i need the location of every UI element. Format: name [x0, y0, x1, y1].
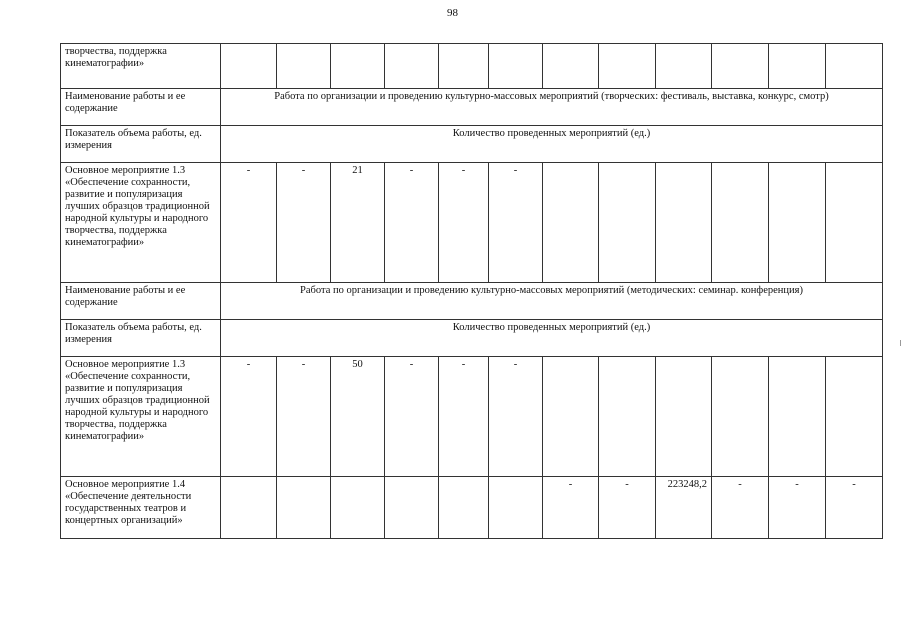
table-cell: - — [277, 163, 331, 283]
table-cell — [277, 477, 331, 539]
table-cell — [489, 477, 543, 539]
table-row — [61, 126, 883, 163]
table-row — [61, 320, 883, 357]
table-cell: 50 — [331, 357, 385, 477]
volume-indicator: Количество проведенных мероприятий (ед.) — [221, 320, 883, 357]
table-cell — [543, 44, 599, 89]
table-cell — [277, 44, 331, 89]
table-cell — [656, 44, 712, 89]
row-label: Наименование работы и ее содержание — [61, 283, 221, 320]
table-row — [61, 89, 883, 126]
work-description: Работа по организации и проведению культурно-массовых мероприятий (методических: семинар. конференция) — [221, 283, 883, 320]
table-cell: - — [489, 163, 543, 283]
table-cell: - — [712, 477, 769, 539]
table-cell — [826, 44, 883, 89]
table-cell: 223248,2 — [656, 477, 712, 539]
table-cell — [439, 44, 489, 89]
table-cell: - — [385, 357, 439, 477]
table-cell — [489, 44, 543, 89]
table-cell: - — [826, 477, 883, 539]
row-label: Показатель объема работы, ед. измерения — [61, 320, 221, 357]
table-cell — [221, 477, 277, 539]
table-cell — [599, 357, 656, 477]
table-cell — [656, 357, 712, 477]
table-cell: - — [599, 477, 656, 539]
table-cell: - — [489, 357, 543, 477]
work-description: Работа по организации и проведению культурно-массовых мероприятий (творческих: фестиваль, выставка, конкурс, смотр) — [221, 89, 883, 126]
table-cell — [221, 44, 277, 89]
row-label: Основное мероприятие 1.3 «Обеспечение сохранности, развитие и популяризация лучших образцов традиционной народной культуры и народного творчества, поддержка кинематографии» — [61, 163, 221, 283]
table-cell — [543, 163, 599, 283]
table-cell — [599, 44, 656, 89]
table-cell — [331, 44, 385, 89]
table-cell: - — [769, 477, 826, 539]
table-row — [61, 357, 883, 477]
table-cell — [769, 44, 826, 89]
table-cell — [543, 357, 599, 477]
table-cell — [769, 357, 826, 477]
table-cell — [385, 477, 439, 539]
table-cell: - — [439, 163, 489, 283]
volume-indicator: Количество проведенных мероприятий (ед.) — [221, 126, 883, 163]
table-cell: - — [543, 477, 599, 539]
row-label: Наименование работы и ее содержание — [61, 89, 221, 126]
table-cell — [599, 163, 656, 283]
table-cell — [331, 477, 385, 539]
table-cell — [769, 163, 826, 283]
data-table — [60, 43, 883, 539]
table-cell: - — [385, 163, 439, 283]
table-cell: - — [221, 357, 277, 477]
table-cell — [656, 163, 712, 283]
table-cell — [826, 357, 883, 477]
table-cell: - — [277, 357, 331, 477]
table-cell — [826, 163, 883, 283]
page-number: 98 — [447, 7, 458, 19]
scan-edge-mark — [900, 340, 901, 346]
table-row — [61, 163, 883, 283]
table-row — [61, 44, 883, 89]
table-cell — [712, 163, 769, 283]
table-cell: - — [439, 357, 489, 477]
row-label: Показатель объема работы, ед. измерения — [61, 126, 221, 163]
table-cell — [712, 44, 769, 89]
table-cell: 21 — [331, 163, 385, 283]
row-label: творчества, поддержка кинематографии» — [61, 44, 221, 89]
table-cell — [439, 477, 489, 539]
table-cell — [712, 357, 769, 477]
table-cell — [385, 44, 439, 89]
table-row — [61, 283, 883, 320]
row-label: Основное мероприятие 1.3 «Обеспечение сохранности, развитие и популяризация лучших образцов традиционной народной культуры и народного творчества, поддержка кинематографии» — [61, 357, 221, 477]
row-label: Основное мероприятие 1.4 «Обеспечение деятельности государственных театров и концертных организаций» — [61, 477, 221, 539]
table-cell: - — [221, 163, 277, 283]
table-row — [61, 477, 883, 539]
